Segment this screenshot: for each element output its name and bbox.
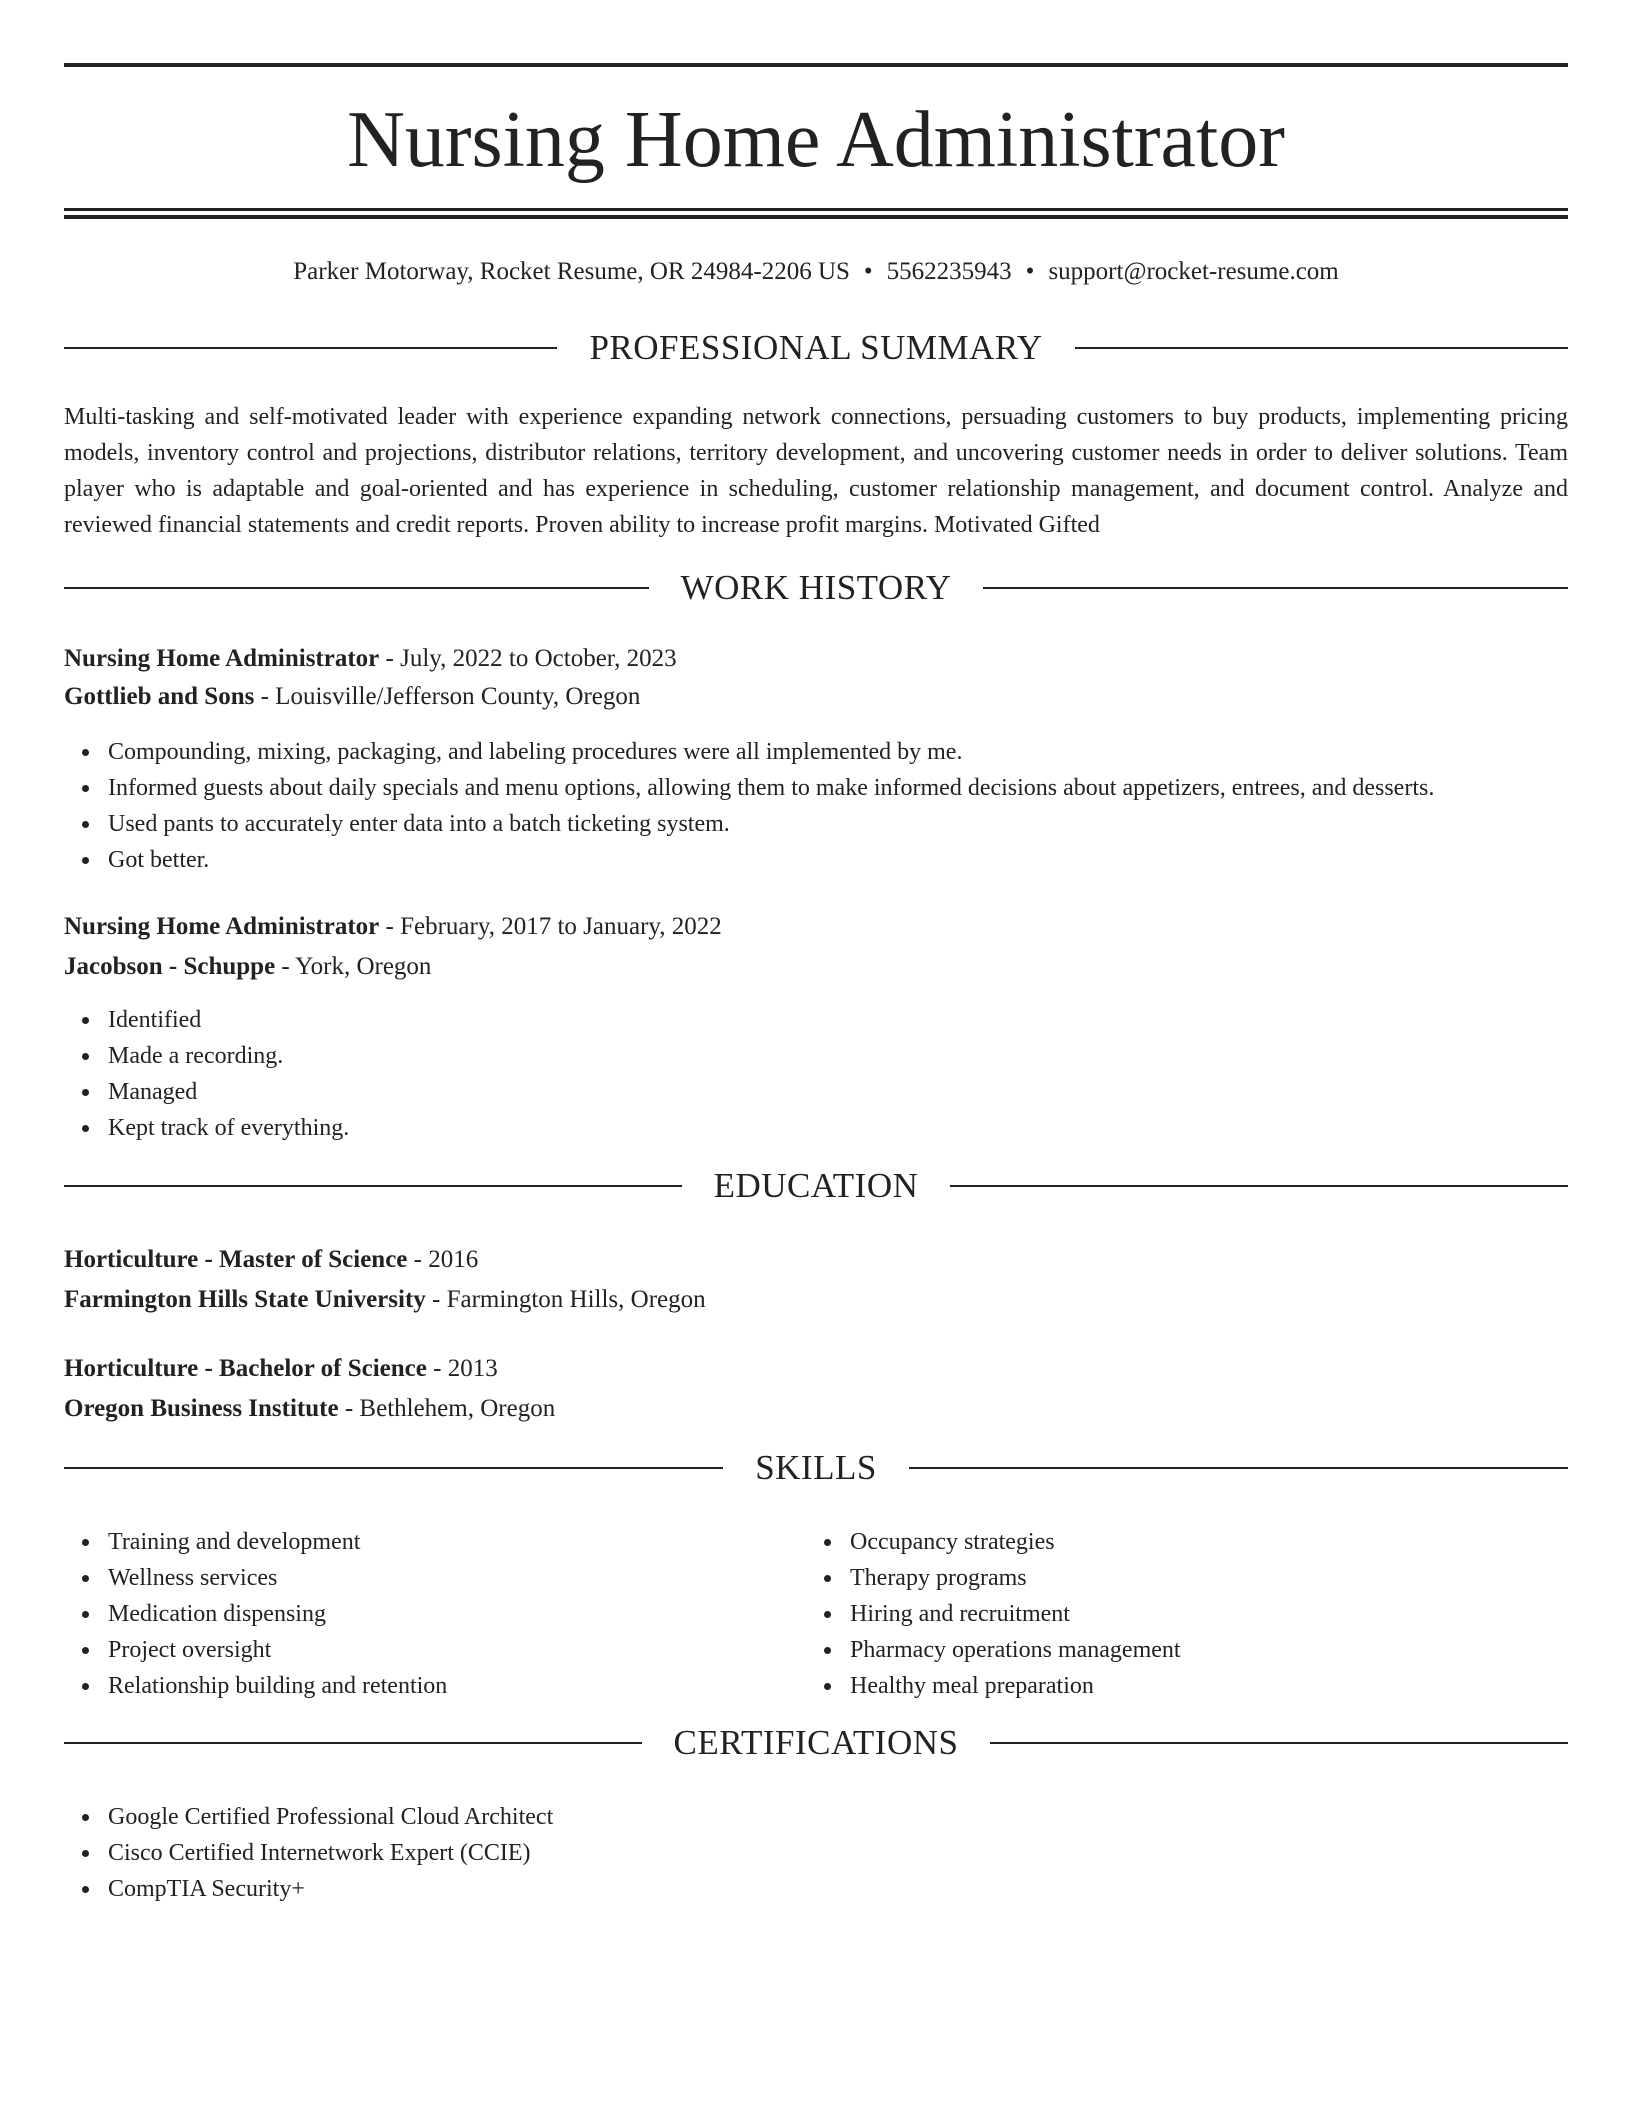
contact-address: Parker Motorway, Rocket Resume, OR 24984-2206 US: [293, 258, 850, 285]
contact-line: [64, 254, 1568, 290]
list-item: CompTIA Security+: [108, 1871, 553, 1907]
heading-rule-right: [950, 1185, 1568, 1187]
list-item: Managed: [108, 1074, 349, 1110]
heading-rule-left: [64, 1742, 642, 1744]
list-item: Kept track of everything.: [108, 1110, 349, 1146]
section-title: SKILLS: [755, 1448, 877, 1487]
education-school: Oregon Business Institute: [64, 1395, 339, 1422]
job-bullets: [64, 1002, 349, 1146]
job-company: Jacobson - Schuppe: [64, 953, 276, 980]
list-item: Cisco Certified Internetwork Expert (CCIE): [108, 1835, 553, 1871]
certifications-list: [64, 1799, 553, 1907]
list-item: Informed guests about daily specials and menu options, allowing them to make informed decisions about appetizers, entrees, and desserts.: [108, 770, 1434, 806]
heading-rule-right: [990, 1742, 1568, 1744]
section-heading-summary: [64, 326, 1568, 370]
contact-email: support@rocket-resume.com: [1048, 258, 1339, 285]
education-degree: Horticulture - Bachelor of Science: [64, 1355, 427, 1382]
list-item: Hiring and recruitment: [850, 1596, 1550, 1632]
education-location: - Farmington Hills, Oregon: [425, 1286, 706, 1313]
heading-rule-right: [983, 587, 1568, 589]
list-item: Google Certified Professional Cloud Architect: [108, 1799, 553, 1835]
heading-rule-left: [64, 1467, 723, 1469]
job-company-line: [64, 678, 1568, 716]
section-heading-skills: [64, 1446, 1568, 1490]
list-item: Medication dispensing: [108, 1596, 808, 1632]
list-item: Therapy programs: [850, 1560, 1550, 1596]
title-rule-upper: [64, 208, 1568, 211]
job-title-line: [64, 640, 1568, 678]
skills-list-left: [64, 1524, 808, 1704]
section-heading-work: [64, 566, 1568, 610]
section-title: PROFESSIONAL SUMMARY: [589, 328, 1043, 367]
list-item: Project oversight: [108, 1632, 808, 1668]
job-company: Gottlieb and Sons: [64, 683, 255, 710]
education-degree: Horticulture - Master of Science: [64, 1246, 408, 1273]
list-item: Pharmacy operations management: [850, 1632, 1550, 1668]
job-location: - Louisville/Jefferson County, Oregon: [254, 683, 641, 710]
contact-separator: •: [1025, 258, 1035, 285]
education-school-line: [64, 1281, 1568, 1319]
heading-rule-right: [909, 1467, 1568, 1469]
heading-rule-left: [64, 1185, 682, 1187]
education-year: - 2016: [407, 1246, 479, 1273]
list-item: Training and development: [108, 1524, 808, 1560]
education-location: - Bethlehem, Oregon: [338, 1395, 556, 1422]
section-title: EDUCATION: [713, 1166, 919, 1205]
section-heading-education: [64, 1164, 1568, 1208]
title-rule-lower: [64, 215, 1568, 219]
education-school: Farmington Hills State University: [64, 1286, 426, 1313]
education-school-line: [64, 1390, 1568, 1428]
list-item: Healthy meal preparation: [850, 1668, 1550, 1704]
skills-list-right: [806, 1524, 1550, 1704]
job-title: Nursing Home Administrator: [64, 645, 380, 672]
list-item: Occupancy strategies: [850, 1524, 1550, 1560]
page-title: Nursing Home Administrator: [347, 96, 1285, 184]
list-item: Relationship building and retention: [108, 1668, 808, 1704]
list-item: Wellness services: [108, 1560, 808, 1596]
list-item: Compounding, mixing, packaging, and labeling procedures were all implemented by me.: [108, 734, 1434, 770]
job-title-line: [64, 908, 1568, 946]
education-degree-line: [64, 1350, 1568, 1388]
top-rule: [64, 63, 1568, 67]
job-location: - York, Oregon: [275, 953, 432, 980]
contact-phone: 5562235943: [886, 258, 1012, 285]
job-dates: - July, 2022 to October, 2023: [379, 645, 677, 672]
heading-rule-left: [64, 587, 649, 589]
list-item: Used pants to accurately enter data into a batch ticketing system.: [108, 806, 1434, 842]
list-item: Made a recording.: [108, 1038, 349, 1074]
job-bullets: [64, 734, 1434, 878]
section-title: CERTIFICATIONS: [673, 1723, 959, 1762]
section-heading-certifications: [64, 1721, 1568, 1765]
list-item: Got better.: [108, 842, 1434, 878]
education-year: - 2013: [426, 1355, 498, 1382]
job-dates: - February, 2017 to January, 2022: [379, 913, 722, 940]
list-item: Identified: [108, 1002, 349, 1038]
education-degree-line: [64, 1241, 1568, 1279]
section-title: WORK HISTORY: [680, 568, 952, 607]
contact-separator: •: [863, 258, 873, 285]
summary-text: Multi-tasking and self-motivated leader with experience expanding network connections, persuading customers to buy products, implementing pricing models, inventory control and projections, distributor relations, territory development, and uncovering customer needs in order to deliver solutions. Team player who is adaptable and goal-oriented and has experience in scheduling, customer relationship management, and document control. Analyze and reviewed financial statements and credit reports. Proven ability to increase profit margins. Motivated Gifted: [64, 404, 1568, 538]
job-company-line: [64, 948, 1568, 986]
heading-rule-right: [1075, 347, 1568, 349]
job-title: Nursing Home Administrator: [64, 913, 380, 940]
heading-rule-left: [64, 347, 557, 349]
